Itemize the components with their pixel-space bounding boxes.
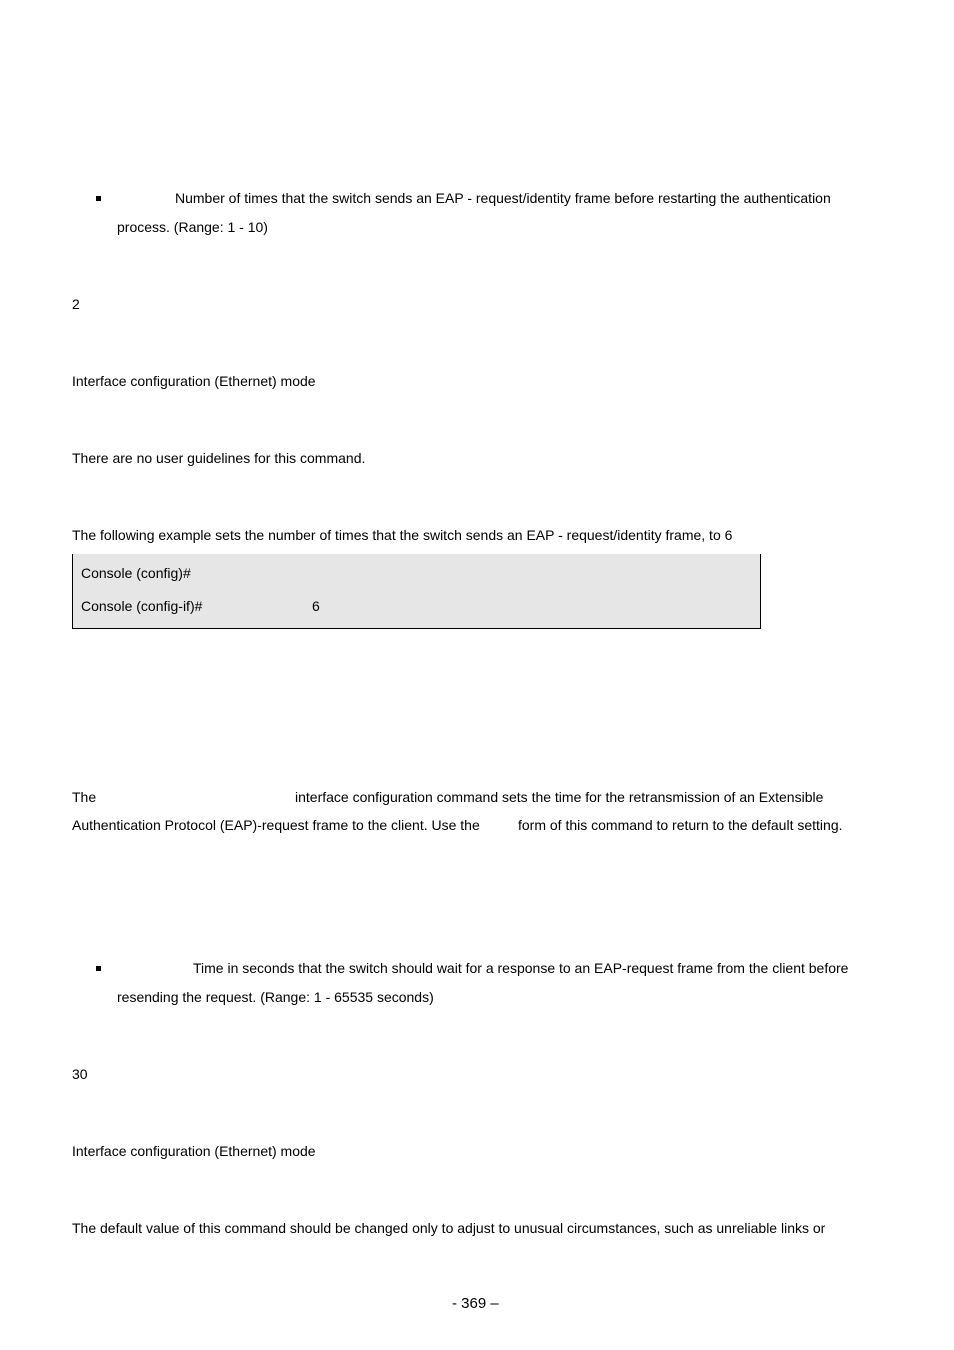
- description-the: The: [72, 789, 97, 805]
- user-guidelines: The default value of this command should be changed only to adjust to unusual circumstances, such as unreliable links or: [72, 1220, 826, 1236]
- description-line2-start: Authentication Protocol (EAP)-request frame to the client. Use the: [72, 817, 480, 833]
- parameter-description: Number of times that the switch sends an EAP - request/identity frame before restarting the authentication: [175, 190, 831, 206]
- bullet-marker: [96, 196, 101, 201]
- code-line-prompt: Console (config-if)#: [81, 598, 203, 614]
- bullet-marker: [96, 966, 101, 971]
- command-mode: Interface configuration (Ethernet) mode: [72, 1143, 316, 1159]
- parameter-description: Time in seconds that the switch should wait for a response to an EAP-request frame from the client before: [193, 960, 849, 976]
- user-guidelines: There are no user guidelines for this command.: [72, 450, 366, 466]
- description-line1: interface configuration command sets the time for the retransmission of an Extensible: [295, 789, 824, 805]
- default-value: 30: [72, 1066, 88, 1082]
- parameter-description-cont: resending the request. (Range: 1 - 65535 seconds): [117, 989, 434, 1005]
- description-line2-end: form of this command to return to the default setting.: [518, 817, 843, 833]
- page-number: - 369 –: [452, 1295, 499, 1312]
- command-mode: Interface configuration (Ethernet) mode: [72, 373, 316, 389]
- code-line: Console (config)#: [81, 565, 191, 581]
- code-line-argument: 6: [312, 598, 320, 614]
- code-example-box: [72, 554, 761, 629]
- example-text: The following example sets the number of times that the switch sends an EAP - request/identity frame, to 6: [72, 527, 733, 543]
- default-value: 2: [72, 296, 80, 312]
- parameter-description-cont: process. (Range: 1 - 10): [117, 219, 268, 235]
